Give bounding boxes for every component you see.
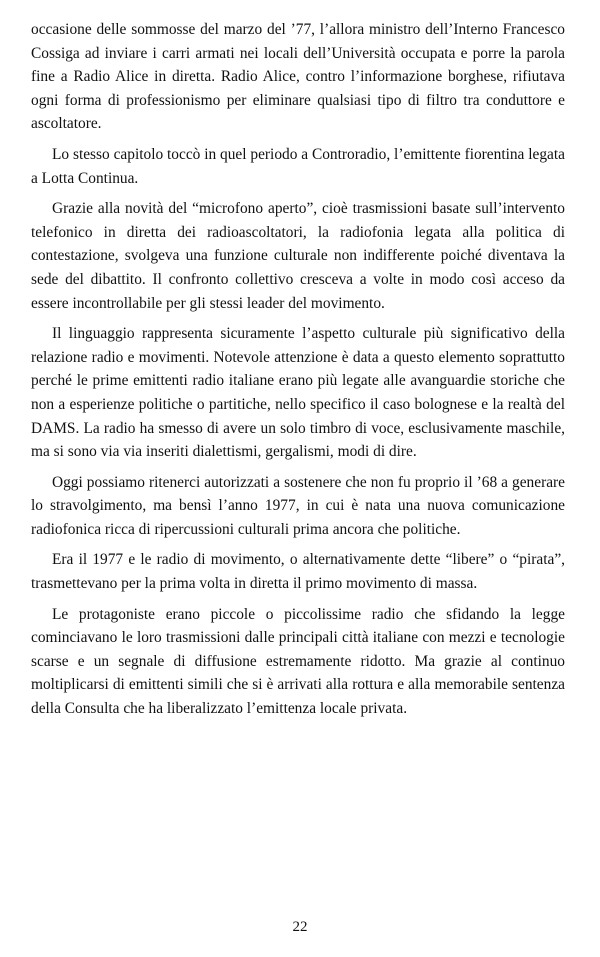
paragraph-3: Grazie alla novità del “microfono aperto”, cioè trasmissioni basate sull’intervento telefonico in diretta dei radioascoltatori, la radiofonia legata alla politica di contestazione, svolgeva una funzione culturale non indifferente poiché diventava la sede del dibattito. Il confronto collettivo cresceva a volte in modo così acceso da essere incontrollabile per gli stessi leader del movimento. bbox=[31, 200, 565, 312]
paragraph-4: Il linguaggio rappresenta sicuramente l’aspetto culturale più significativo della relazione radio e movimenti. Notevole attenzione è data a questo elemento soprattutto perché le prime emittenti radio italiane erano più legate alle avanguardie storiche che non a esperienze politiche o partitiche, nello specifico il caso bolognese e la realtà del DAMS. La radio ha smesso di avere un solo timbro di voce, esclusivamente maschile, ma si sono via via inseriti dialettismi, gergalismi, modi di dire. bbox=[31, 325, 565, 461]
paragraph-2: Lo stesso capitolo toccò in quel periodo a Controradio, l’emittente fiorentina legata a Lotta Continua. bbox=[31, 145, 565, 187]
page-number: 22 bbox=[292, 919, 308, 935]
paragraph-6: Era il 1977 e le radio di movimento, o alternativamente dette “libere” o “pirata”, trasmettevano per la prima volta in diretta il primo movimento di massa. bbox=[31, 551, 565, 593]
body-text bbox=[31, 18, 565, 728]
paragraph-1: occasione delle sommosse del marzo del ’77, l’allora ministro dell’Interno Francesco Cossiga ad inviare i carri armati nei locali dell’Università occupata e porre la parola fine a Radio Alice in diretta. Radio Alice, contro l’informazione borghese, rifiutava ogni forma di professionismo per eliminare qualsiasi tipo di filtro tra conduttore e ascoltatore. bbox=[31, 21, 565, 133]
paragraph-7: Le protagoniste erano piccole o piccolissime radio che sfidando la legge cominciavano le loro trasmissioni dalle principali città italiane con mezzi e tecnologie scarse e un segnale di diffusione estremamente ridotto. Ma grazie al continuo moltiplicarsi di emittenti simili che si è arrivati alla rottura e alla memorabile sentenza della Consulta che ha liberalizzato l’emittenza locale privata. bbox=[31, 605, 565, 718]
paragraph-5: Oggi possiamo ritenerci autorizzati a sostenere che non fu proprio il ’68 a generare lo stravolgimento, ma bensì l’anno 1977, in cui è nata una nuova comunicazione radiofonica ricca di ripercussioni culturali prima ancora che politiche. bbox=[31, 473, 565, 538]
